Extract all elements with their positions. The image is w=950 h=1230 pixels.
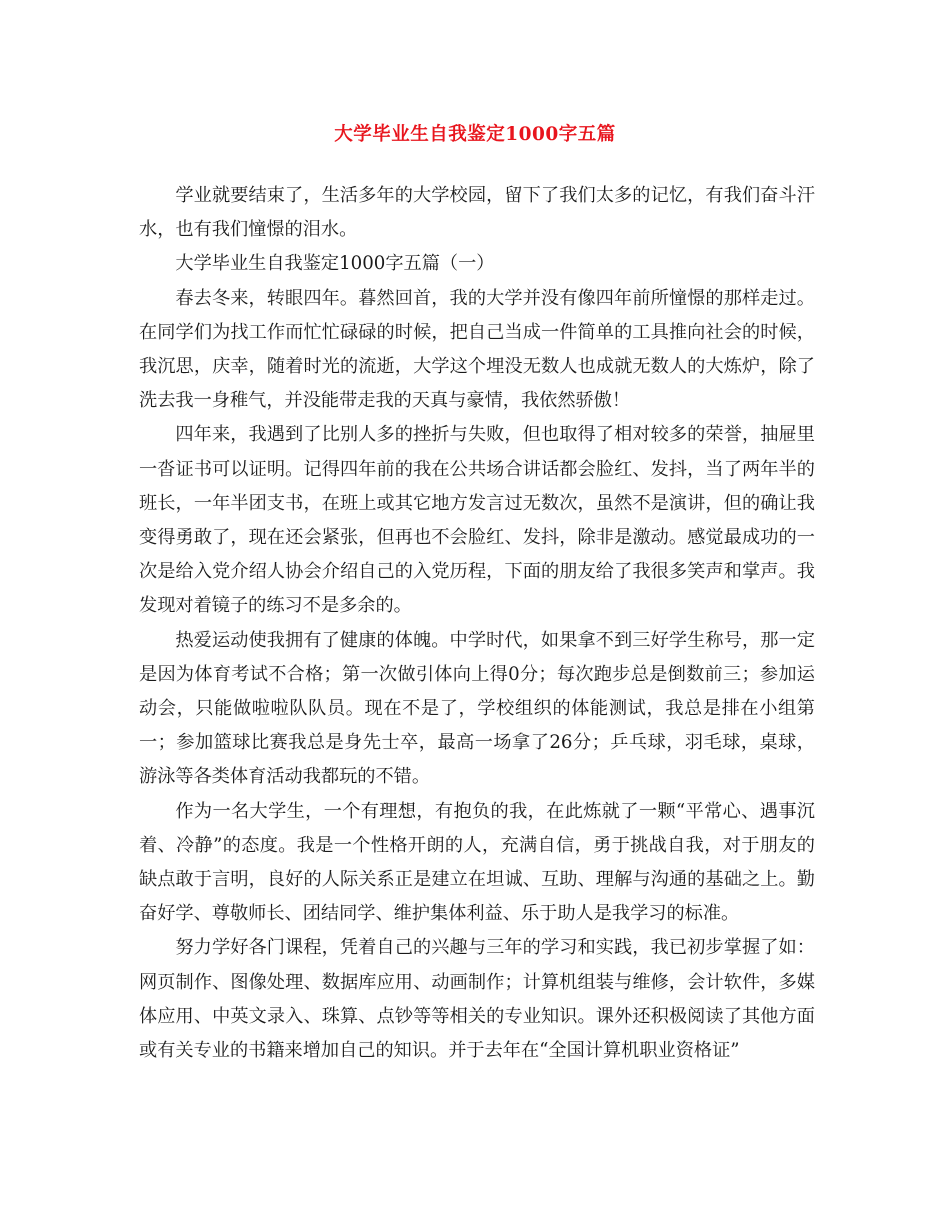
paragraph: 四年来，我遇到了比别人多的挫折与失败，但也取得了相对较多的荣誉，抽屉里一沓证书可以证明。记得四年前的我在公共场合讲话都会脸红、发抖，当了两年半的班长，一年半团支书，在班上或其它地方发言过无数次，虽然不是演讲，但的确让我变得勇敢了，现在还会紧张，但再也不会脸红、发抖，除非是激动。感觉最成功的一次是给入党介绍人协会介绍自己的入党历程，下面的朋友给了我很多笑声和掌声。我发现对着镜子的练习不是多余的。 xyxy=(139,424,815,617)
document-title: 大学毕业生自我鉴定1000字五篇 xyxy=(334,124,616,145)
section-heading: 大学毕业生自我鉴定1000字五篇（一） xyxy=(175,253,495,275)
document-body xyxy=(139,179,815,1068)
paragraph-intro: 学业就要结束了，生活多年的大学校园，留下了我们太多的记忆，有我们奋斗汗水，也有我们憧憬的泪水。 xyxy=(139,185,815,241)
paragraph: 作为一名大学生，一个有理想，有抱负的我，在此炼就了一颗“平常心、遇事沉着、冷静”的态度。我是一个性格开朗的人，充满自信，勇于挑战自我，对于朋友的缺点敢于言明，良好的人际关系正是建立在坦诚、互助、理解与沟通的基础之上。勤奋好学、尊敬师长、团结同学、维护集体利益、乐于助人是我学习的标准。 xyxy=(139,800,815,925)
paragraph: 春去冬来，转眼四年。暮然回首，我的大学并没有像四年前所憧憬的那样走过。在同学们为找工作而忙忙碌碌的时候，把自己当成一件简单的工具推向社会的时候，我沉思，庆幸，随着时光的流逝，大学这个埋没无数人也成就无数人的大炼炉，除了洗去我一身稚气，并没能带走我的天真与豪情，我依然骄傲！ xyxy=(139,287,815,412)
paragraph: 努力学好各门课程，凭着自己的兴趣与三年的学习和实践，我已初步掌握了如：网页制作、图像处理、数据库应用、动画制作；计算机组装与维修，会计软件，多媒体应用、中英文录入、珠算、点钞等等相关的专业知识。课外还积极阅读了其他方面或有关专业的书籍来增加自己的知识。并于去年在“全国计算机职业资格证” xyxy=(139,937,815,1062)
paragraph: 热爱运动使我拥有了健康的体魄。中学时代，如果拿不到三好学生称号，那一定是因为体育考试不合格；第一次做引体向上得0分；每次跑步总是倒数前三；参加运动会，只能做啦啦队队员。现在不是了，学校组织的体能测试，我总是排在小组第一；参加篮球比赛我总是身先士卒，最高一场拿了26分；乒乓球，羽毛球，桌球，游泳等各类体育活动我都玩的不错。 xyxy=(139,629,815,788)
